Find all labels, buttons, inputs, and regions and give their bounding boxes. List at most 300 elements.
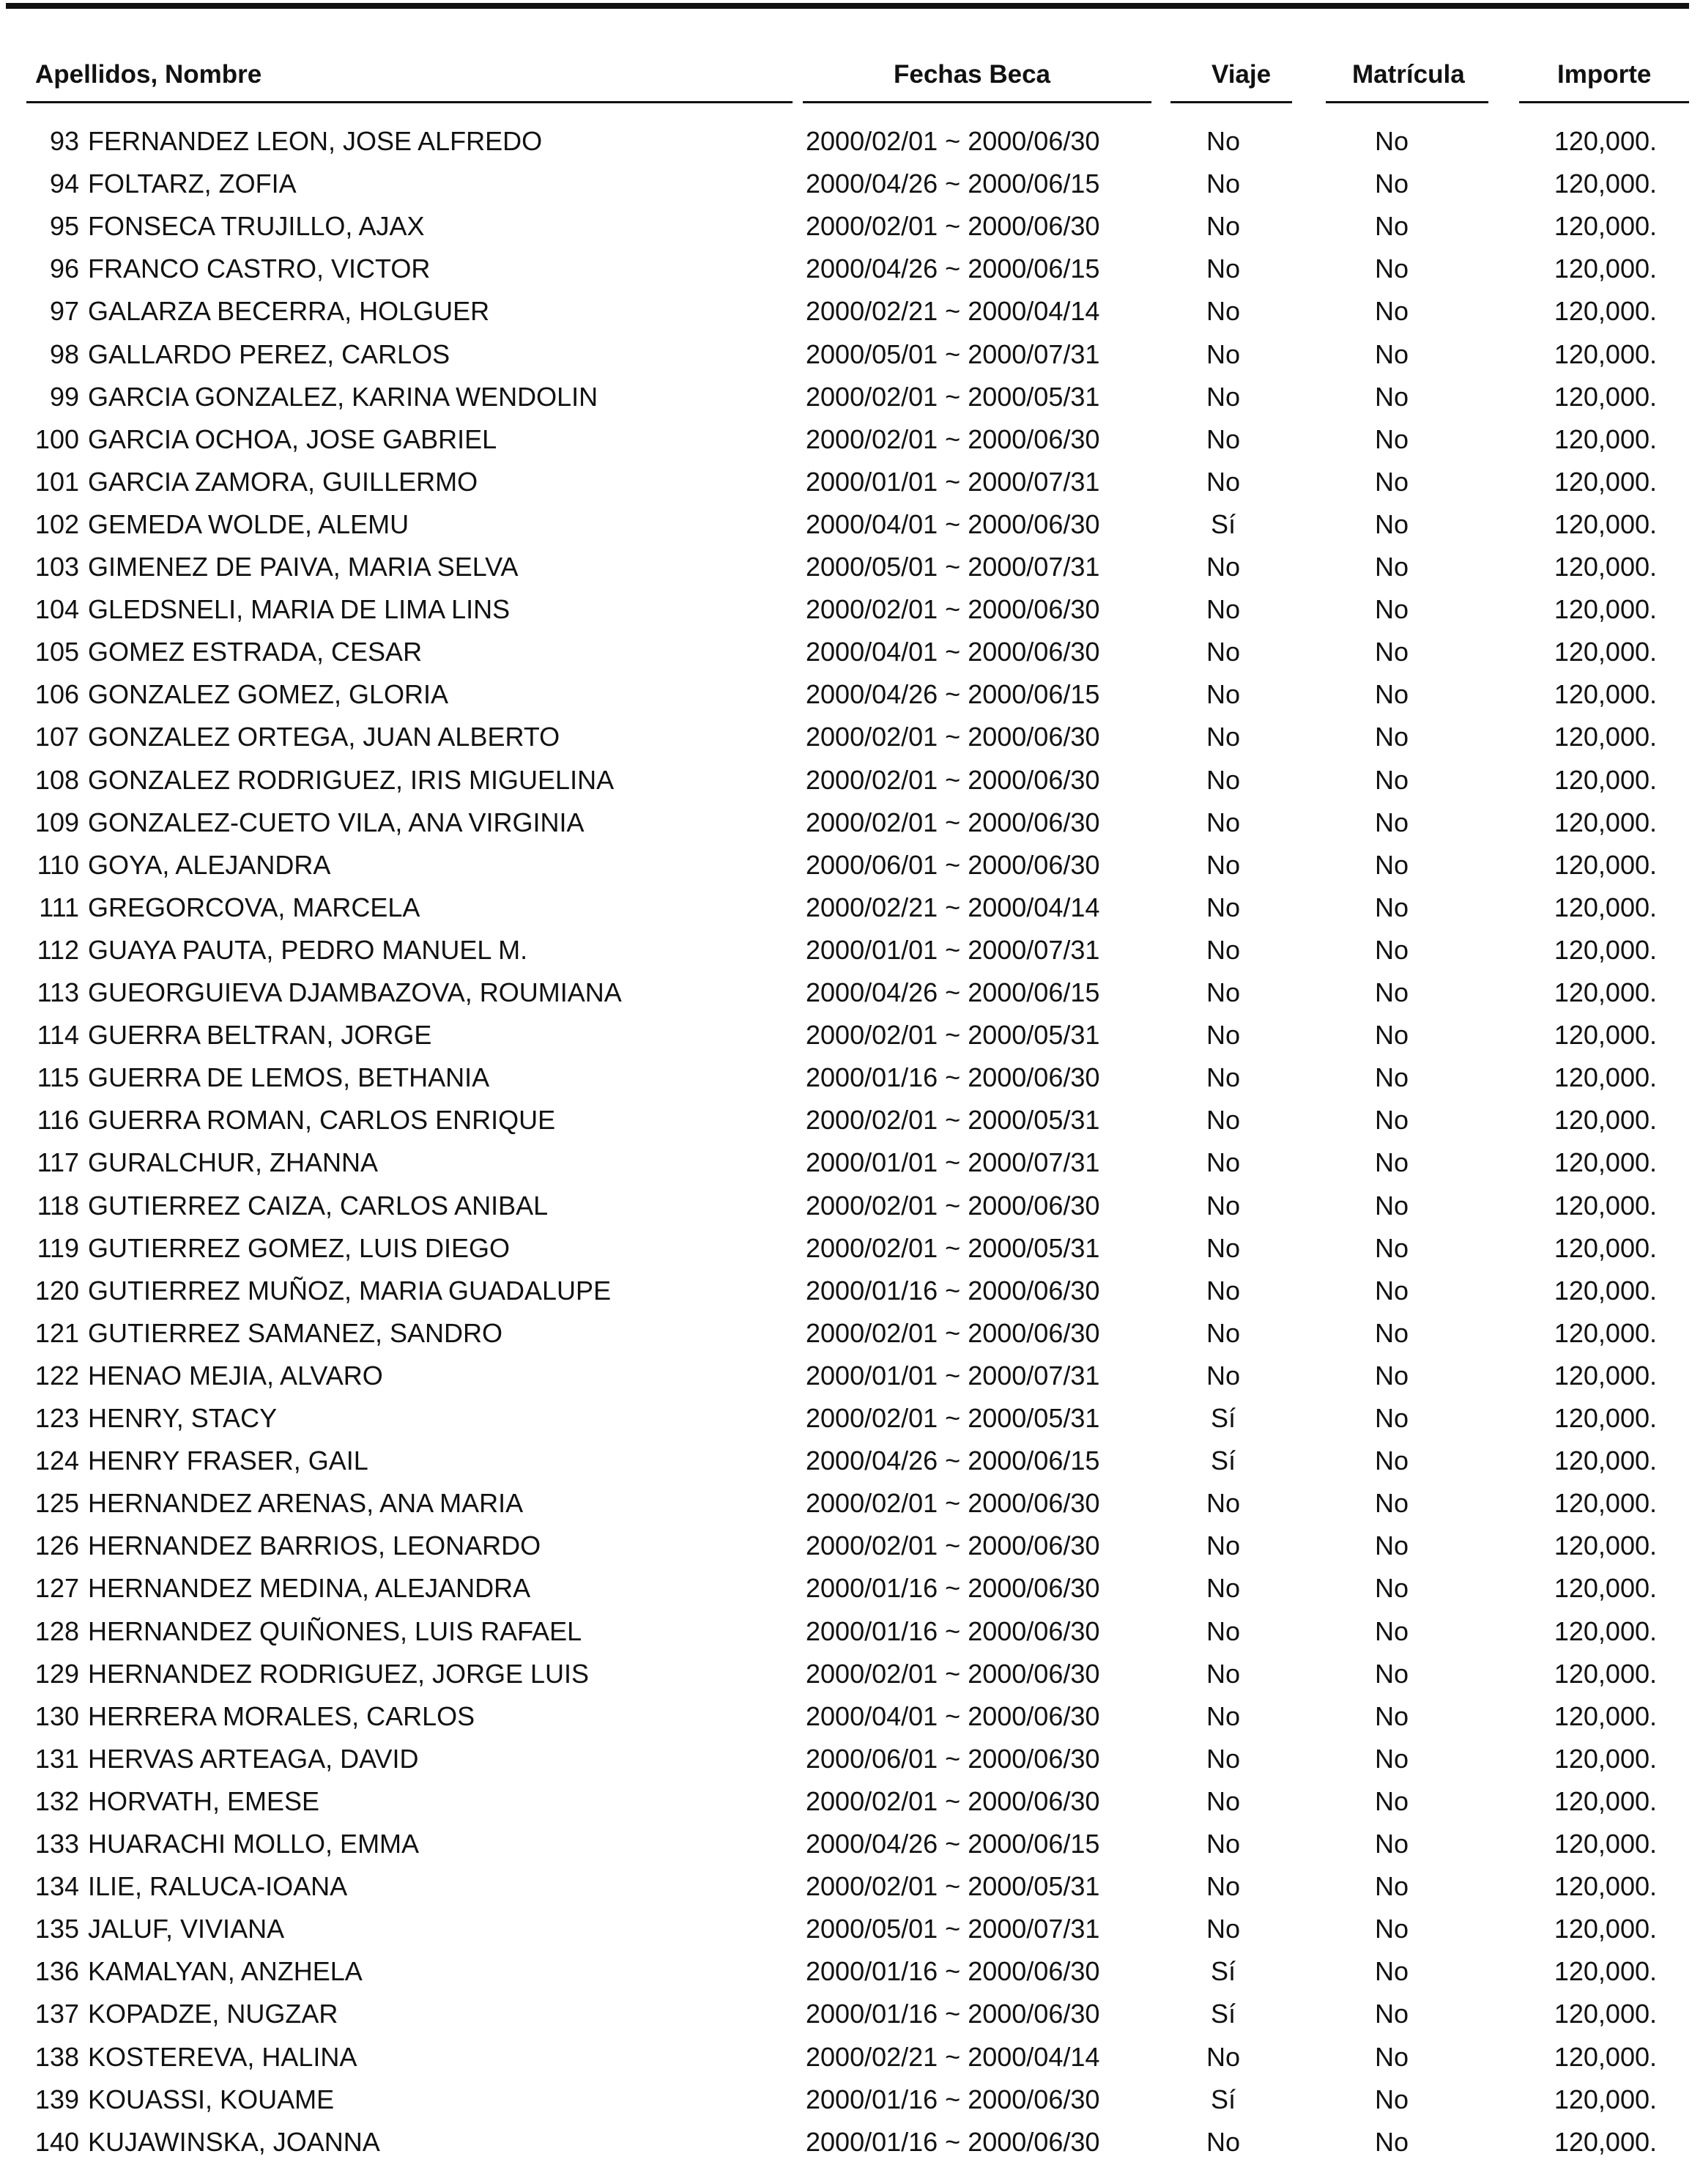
table-row xyxy=(0,1105,1703,1147)
row-number: 130 xyxy=(34,1701,79,1731)
row-importe: 120,000. xyxy=(1554,1914,1657,1944)
table-row xyxy=(0,1999,1703,2041)
row-number: 109 xyxy=(34,807,79,837)
row-number: 139 xyxy=(34,2084,79,2114)
row-dates: 2000/02/01 ~ 2000/05/31 xyxy=(806,382,1100,412)
row-number: 121 xyxy=(34,1318,79,1348)
row-viaje: No xyxy=(1206,1488,1241,1518)
row-number: 116 xyxy=(37,1105,79,1135)
row-dates: 2000/05/01 ~ 2000/07/31 xyxy=(806,552,1100,582)
row-viaje: No xyxy=(1206,1276,1241,1306)
row-viaje: No xyxy=(1206,424,1241,454)
row-viaje: Sí xyxy=(1210,1999,1236,2029)
row-matricula: No xyxy=(1374,1956,1409,1986)
table-row xyxy=(0,2084,1703,2127)
row-importe: 120,000. xyxy=(1554,977,1657,1007)
row-number: 99 xyxy=(49,382,79,412)
row-name: GIMENEZ DE PAIVA, MARIA SELVA xyxy=(88,552,519,582)
row-viaje: Sí xyxy=(1210,509,1236,539)
row-name: HERNANDEZ BARRIOS, LEONARDO xyxy=(88,1530,541,1561)
row-matricula: No xyxy=(1374,169,1409,199)
row-name: KOUASSI, KOUAME xyxy=(88,2084,335,2114)
row-matricula: No xyxy=(1374,977,1409,1007)
row-viaje: Sí xyxy=(1210,1956,1236,1986)
row-viaje: No xyxy=(1206,892,1241,922)
row-viaje: No xyxy=(1206,1020,1241,1050)
row-viaje: No xyxy=(1206,552,1241,582)
row-importe: 120,000. xyxy=(1554,552,1657,582)
row-matricula: No xyxy=(1374,935,1409,965)
row-importe: 120,000. xyxy=(1554,807,1657,837)
row-name: FONSECA TRUJILLO, AJAX xyxy=(88,211,425,241)
row-dates: 2000/02/01 ~ 2000/05/31 xyxy=(806,1403,1100,1433)
row-name: GEMEDA WOLDE, ALEMU xyxy=(88,509,409,539)
row-importe: 120,000. xyxy=(1554,1147,1657,1177)
table-row xyxy=(0,935,1703,977)
row-name: HUARACHI MOLLO, EMMA xyxy=(88,1829,420,1859)
row-matricula: No xyxy=(1374,637,1409,667)
row-dates: 2000/04/26 ~ 2000/06/15 xyxy=(806,1829,1100,1859)
row-viaje: No xyxy=(1206,126,1241,156)
row-name: FRANCO CASTRO, VICTOR xyxy=(88,253,431,284)
row-importe: 120,000. xyxy=(1554,1829,1657,1859)
row-matricula: No xyxy=(1374,253,1409,284)
table-row xyxy=(0,211,1703,253)
row-name: GONZALEZ GOMEZ, GLORIA xyxy=(88,679,449,709)
row-name: KAMALYAN, ANZHELA xyxy=(88,1956,363,1986)
row-viaje: No xyxy=(1206,1616,1241,1646)
table-row xyxy=(0,509,1703,552)
row-matricula: No xyxy=(1374,1233,1409,1263)
header-underline-matricula xyxy=(1326,101,1488,103)
row-importe: 120,000. xyxy=(1554,126,1657,156)
row-matricula: No xyxy=(1374,1999,1409,2029)
row-matricula: No xyxy=(1374,1573,1409,1603)
table-row xyxy=(0,1573,1703,1615)
row-name: GREGORCOVA, MARCELA xyxy=(88,892,420,922)
table-row xyxy=(0,296,1703,338)
row-name: GUERRA BELTRAN, JORGE xyxy=(88,1020,432,1050)
row-dates: 2000/02/01 ~ 2000/06/30 xyxy=(806,1659,1100,1689)
header-underline-name xyxy=(26,101,793,103)
row-dates: 2000/01/16 ~ 2000/06/30 xyxy=(806,1062,1100,1092)
row-name: KUJAWINSKA, JOANNA xyxy=(88,2127,380,2157)
row-name: GONZALEZ-CUETO VILA, ANA VIRGINIA xyxy=(88,807,585,837)
row-matricula: No xyxy=(1374,1445,1409,1476)
row-importe: 120,000. xyxy=(1554,169,1657,199)
row-viaje: No xyxy=(1206,296,1241,326)
row-importe: 120,000. xyxy=(1554,253,1657,284)
row-number: 120 xyxy=(34,1276,79,1306)
row-dates: 2000/04/01 ~ 2000/06/30 xyxy=(806,1701,1100,1731)
row-viaje: Sí xyxy=(1210,2084,1236,2114)
row-number: 102 xyxy=(34,509,79,539)
row-name: HERRERA MORALES, CARLOS xyxy=(88,1701,475,1731)
row-number: 134 xyxy=(34,1871,79,1901)
table-row xyxy=(0,467,1703,509)
row-importe: 120,000. xyxy=(1554,509,1657,539)
row-importe: 120,000. xyxy=(1554,1573,1657,1603)
row-number: 128 xyxy=(34,1616,79,1646)
row-matricula: No xyxy=(1374,594,1409,624)
row-dates: 2000/02/01 ~ 2000/06/30 xyxy=(806,424,1100,454)
table-row xyxy=(0,892,1703,935)
table-row xyxy=(0,1318,1703,1361)
row-importe: 120,000. xyxy=(1554,382,1657,412)
table-row xyxy=(0,1191,1703,1233)
row-number: 118 xyxy=(37,1191,79,1221)
row-dates: 2000/02/01 ~ 2000/06/30 xyxy=(806,722,1100,752)
row-matricula: No xyxy=(1374,211,1409,241)
row-importe: 120,000. xyxy=(1554,594,1657,624)
row-matricula: No xyxy=(1374,1020,1409,1050)
row-number: 115 xyxy=(37,1062,79,1092)
row-name: HERNANDEZ ARENAS, ANA MARIA xyxy=(88,1488,524,1518)
table-row xyxy=(0,807,1703,850)
table-row xyxy=(0,977,1703,1020)
row-viaje: No xyxy=(1206,765,1241,795)
table-row xyxy=(0,1233,1703,1276)
row-importe: 120,000. xyxy=(1554,1233,1657,1263)
row-number: 124 xyxy=(34,1445,79,1476)
row-matricula: No xyxy=(1374,679,1409,709)
row-name: FERNANDEZ LEON, JOSE ALFREDO xyxy=(88,126,543,156)
row-importe: 120,000. xyxy=(1554,1999,1657,2029)
row-number: 110 xyxy=(37,850,79,880)
row-number: 137 xyxy=(34,1999,79,2029)
row-number: 94 xyxy=(49,169,79,199)
row-dates: 2000/04/26 ~ 2000/06/15 xyxy=(806,977,1100,1007)
row-name: GLEDSNELI, MARIA DE LIMA LINS xyxy=(88,594,511,624)
row-matricula: No xyxy=(1374,1744,1409,1774)
row-matricula: No xyxy=(1374,1276,1409,1306)
row-dates: 2000/02/01 ~ 2000/05/31 xyxy=(806,1233,1100,1263)
table-row xyxy=(0,1829,1703,1871)
row-importe: 120,000. xyxy=(1554,1191,1657,1221)
row-matricula: No xyxy=(1374,1701,1409,1731)
row-dates: 2000/04/01 ~ 2000/06/30 xyxy=(806,637,1100,667)
row-number: 112 xyxy=(37,935,79,965)
row-matricula: No xyxy=(1374,467,1409,497)
table-row xyxy=(0,1020,1703,1062)
row-matricula: No xyxy=(1374,2127,1409,2157)
row-matricula: No xyxy=(1374,850,1409,880)
row-number: 136 xyxy=(34,1956,79,1986)
row-dates: 2000/02/01 ~ 2000/06/30 xyxy=(806,1488,1100,1518)
table-row xyxy=(0,1744,1703,1786)
row-dates: 2000/02/01 ~ 2000/05/31 xyxy=(806,1105,1100,1135)
row-name: JALUF, VIVIANA xyxy=(88,1914,285,1944)
row-importe: 120,000. xyxy=(1554,467,1657,497)
row-dates: 2000/02/01 ~ 2000/06/30 xyxy=(806,1786,1100,1816)
row-name: ILIE, RALUCA-IOANA xyxy=(88,1871,348,1901)
row-viaje: No xyxy=(1206,169,1241,199)
row-matricula: No xyxy=(1374,296,1409,326)
row-name: HERNANDEZ MEDINA, ALEJANDRA xyxy=(88,1573,531,1603)
row-number: 133 xyxy=(34,1829,79,1859)
table-row xyxy=(0,722,1703,764)
row-viaje: No xyxy=(1206,211,1241,241)
row-name: GARCIA ZAMORA, GUILLERMO xyxy=(88,467,478,497)
header-importe: Importe xyxy=(1557,60,1652,89)
row-name: GUERRA ROMAN, CARLOS ENRIQUE xyxy=(88,1105,556,1135)
table-row xyxy=(0,1276,1703,1318)
row-viaje: No xyxy=(1206,977,1241,1007)
row-number: 97 xyxy=(49,296,79,326)
row-name: GALARZA BECERRA, HOLGUER xyxy=(88,296,490,326)
row-dates: 2000/06/01 ~ 2000/06/30 xyxy=(806,1744,1100,1774)
table-row xyxy=(0,1445,1703,1488)
row-matricula: No xyxy=(1374,424,1409,454)
row-viaje: No xyxy=(1206,2042,1241,2072)
row-number: 96 xyxy=(49,253,79,284)
row-viaje: No xyxy=(1206,935,1241,965)
row-viaje: No xyxy=(1206,1744,1241,1774)
row-viaje: No xyxy=(1206,1318,1241,1348)
table-row xyxy=(0,1147,1703,1190)
row-name: GOYA, ALEJANDRA xyxy=(88,850,331,880)
row-matricula: No xyxy=(1374,509,1409,539)
table-row xyxy=(0,1361,1703,1403)
row-matricula: No xyxy=(1374,1191,1409,1221)
row-dates: 2000/01/16 ~ 2000/06/30 xyxy=(806,1573,1100,1603)
row-name: HERNANDEZ RODRIGUEZ, JORGE LUIS xyxy=(88,1659,590,1689)
row-viaje: Sí xyxy=(1210,1403,1236,1433)
row-importe: 120,000. xyxy=(1554,211,1657,241)
row-importe: 120,000. xyxy=(1554,1403,1657,1433)
row-dates: 2000/02/01 ~ 2000/06/30 xyxy=(806,1530,1100,1561)
row-importe: 120,000. xyxy=(1554,1530,1657,1561)
row-importe: 120,000. xyxy=(1554,1105,1657,1135)
row-viaje: No xyxy=(1206,807,1241,837)
row-number: 117 xyxy=(37,1147,79,1177)
row-matricula: No xyxy=(1374,126,1409,156)
row-dates: 2000/04/26 ~ 2000/06/15 xyxy=(806,1445,1100,1476)
row-number: 119 xyxy=(37,1233,79,1263)
row-matricula: No xyxy=(1374,807,1409,837)
row-dates: 2000/01/16 ~ 2000/06/30 xyxy=(806,2127,1100,2157)
row-name: GUAYA PAUTA, PEDRO MANUEL M. xyxy=(88,935,528,965)
row-dates: 2000/02/01 ~ 2000/06/30 xyxy=(806,807,1100,837)
row-number: 140 xyxy=(34,2127,79,2157)
row-viaje: No xyxy=(1206,339,1241,369)
row-viaje: No xyxy=(1206,1530,1241,1561)
row-matricula: No xyxy=(1374,1318,1409,1348)
row-name: GUTIERREZ GOMEZ, LUIS DIEGO xyxy=(88,1233,511,1263)
row-viaje: No xyxy=(1206,679,1241,709)
table-row xyxy=(0,382,1703,424)
row-viaje: No xyxy=(1206,1871,1241,1901)
row-viaje: No xyxy=(1206,253,1241,284)
row-name: HENRY, STACY xyxy=(88,1403,278,1433)
row-viaje: No xyxy=(1206,1147,1241,1177)
table-row xyxy=(0,1786,1703,1829)
row-number: 138 xyxy=(34,2042,79,2072)
row-dates: 2000/01/16 ~ 2000/06/30 xyxy=(806,2084,1100,2114)
row-viaje: No xyxy=(1206,1914,1241,1944)
row-importe: 120,000. xyxy=(1554,1020,1657,1050)
row-dates: 2000/01/01 ~ 2000/07/31 xyxy=(806,467,1100,497)
header-underline-viaje xyxy=(1170,101,1292,103)
row-matricula: No xyxy=(1374,1105,1409,1135)
table-row xyxy=(0,1403,1703,1445)
table-row xyxy=(0,126,1703,169)
row-viaje: No xyxy=(1206,637,1241,667)
header-matricula: Matrícula xyxy=(1352,60,1465,89)
row-importe: 120,000. xyxy=(1554,1744,1657,1774)
row-dates: 2000/01/16 ~ 2000/06/30 xyxy=(806,1999,1100,2029)
row-matricula: No xyxy=(1374,1659,1409,1689)
row-number: 129 xyxy=(34,1659,79,1689)
row-name: GONZALEZ RODRIGUEZ, IRIS MIGUELINA xyxy=(88,765,615,795)
row-number: 107 xyxy=(34,722,79,752)
row-viaje: No xyxy=(1206,1829,1241,1859)
row-importe: 120,000. xyxy=(1554,1786,1657,1816)
row-dates: 2000/02/01 ~ 2000/06/30 xyxy=(806,211,1100,241)
row-number: 135 xyxy=(34,1914,79,1944)
row-number: 126 xyxy=(34,1530,79,1561)
row-dates: 2000/02/21 ~ 2000/04/14 xyxy=(806,296,1100,326)
row-viaje: No xyxy=(1206,722,1241,752)
row-name: HERVAS ARTEAGA, DAVID xyxy=(88,1744,419,1774)
row-number: 113 xyxy=(37,977,79,1007)
row-matricula: No xyxy=(1374,1062,1409,1092)
row-matricula: No xyxy=(1374,1616,1409,1646)
row-dates: 2000/01/01 ~ 2000/07/31 xyxy=(806,935,1100,965)
table-row xyxy=(0,1659,1703,1701)
row-viaje: No xyxy=(1206,1786,1241,1816)
row-matricula: No xyxy=(1374,1530,1409,1561)
row-importe: 120,000. xyxy=(1554,892,1657,922)
row-name: HERNANDEZ QUIÑONES, LUIS RAFAEL xyxy=(88,1616,582,1646)
table-row xyxy=(0,424,1703,467)
row-dates: 2000/02/01 ~ 2000/06/30 xyxy=(806,1191,1100,1221)
row-viaje: No xyxy=(1206,382,1241,412)
table-row xyxy=(0,1871,1703,1914)
row-dates: 2000/01/16 ~ 2000/06/30 xyxy=(806,1616,1100,1646)
table-row xyxy=(0,594,1703,637)
row-matricula: No xyxy=(1374,1871,1409,1901)
row-importe: 120,000. xyxy=(1554,1361,1657,1391)
row-viaje: No xyxy=(1206,1573,1241,1603)
row-importe: 120,000. xyxy=(1554,765,1657,795)
row-viaje: No xyxy=(1206,2127,1241,2157)
row-matricula: No xyxy=(1374,1488,1409,1518)
table-row xyxy=(0,1488,1703,1530)
row-importe: 120,000. xyxy=(1554,1062,1657,1092)
row-name: HORVATH, EMESE xyxy=(88,1786,320,1816)
row-viaje: No xyxy=(1206,850,1241,880)
row-matricula: No xyxy=(1374,552,1409,582)
table-row xyxy=(0,1914,1703,1956)
row-viaje: No xyxy=(1206,1701,1241,1731)
row-name: GUERRA DE LEMOS, BETHANIA xyxy=(88,1062,490,1092)
row-matricula: No xyxy=(1374,339,1409,369)
row-matricula: No xyxy=(1374,2084,1409,2114)
row-importe: 120,000. xyxy=(1554,339,1657,369)
row-dates: 2000/02/01 ~ 2000/05/31 xyxy=(806,1871,1100,1901)
row-importe: 120,000. xyxy=(1554,850,1657,880)
row-matricula: No xyxy=(1374,722,1409,752)
row-name: GONZALEZ ORTEGA, JUAN ALBERTO xyxy=(88,722,560,752)
row-dates: 2000/04/26 ~ 2000/06/15 xyxy=(806,253,1100,284)
row-importe: 120,000. xyxy=(1554,424,1657,454)
row-matricula: No xyxy=(1374,1147,1409,1177)
row-number: 95 xyxy=(49,211,79,241)
row-dates: 2000/05/01 ~ 2000/07/31 xyxy=(806,1914,1100,1944)
row-dates: 2000/04/01 ~ 2000/06/30 xyxy=(806,509,1100,539)
row-dates: 2000/05/01 ~ 2000/07/31 xyxy=(806,339,1100,369)
row-name: GURALCHUR, ZHANNA xyxy=(88,1147,379,1177)
row-importe: 120,000. xyxy=(1554,722,1657,752)
row-dates: 2000/02/01 ~ 2000/06/30 xyxy=(806,594,1100,624)
row-matricula: No xyxy=(1374,1829,1409,1859)
header-underline-dates xyxy=(803,101,1151,103)
table-row xyxy=(0,339,1703,382)
row-name: GUTIERREZ MUÑOZ, MARIA GUADALUPE xyxy=(88,1276,612,1306)
table-row xyxy=(0,1530,1703,1573)
table-row xyxy=(0,552,1703,594)
row-number: 125 xyxy=(34,1488,79,1518)
row-viaje: No xyxy=(1206,1361,1241,1391)
row-dates: 2000/02/01 ~ 2000/06/30 xyxy=(806,1318,1100,1348)
row-name: GARCIA GONZALEZ, KARINA WENDOLIN xyxy=(88,382,598,412)
header-viaje: Viaje xyxy=(1212,60,1272,89)
row-importe: 120,000. xyxy=(1554,1616,1657,1646)
row-importe: 120,000. xyxy=(1554,679,1657,709)
row-dates: 2000/04/26 ~ 2000/06/15 xyxy=(806,169,1100,199)
row-dates: 2000/04/26 ~ 2000/06/15 xyxy=(806,679,1100,709)
row-matricula: No xyxy=(1374,1403,1409,1433)
row-number: 132 xyxy=(34,1786,79,1816)
header-dates: Fechas Beca xyxy=(894,60,1051,89)
header-underline-importe xyxy=(1519,101,1689,103)
row-matricula: No xyxy=(1374,1786,1409,1816)
row-name: GARCIA OCHOA, JOSE GABRIEL xyxy=(88,424,497,454)
row-name: GOMEZ ESTRADA, CESAR xyxy=(88,637,423,667)
row-number: 127 xyxy=(34,1573,79,1603)
row-number: 111 xyxy=(39,892,79,922)
row-importe: 120,000. xyxy=(1554,1701,1657,1731)
row-name: KOPADZE, NUGZAR xyxy=(88,1999,338,2029)
row-number: 131 xyxy=(34,1744,79,1774)
row-name: HENAO MEJIA, ALVARO xyxy=(88,1361,383,1391)
row-viaje: No xyxy=(1206,1659,1241,1689)
row-importe: 120,000. xyxy=(1554,1318,1657,1348)
row-viaje: No xyxy=(1206,1105,1241,1135)
row-name: FOLTARZ, ZOFIA xyxy=(88,169,297,199)
row-number: 123 xyxy=(34,1403,79,1433)
row-matricula: No xyxy=(1374,1914,1409,1944)
row-number: 101 xyxy=(34,467,79,497)
row-importe: 120,000. xyxy=(1554,2042,1657,2072)
table-row xyxy=(0,1062,1703,1105)
row-name: KOSTEREVA, HALINA xyxy=(88,2042,357,2072)
row-viaje: No xyxy=(1206,594,1241,624)
row-name: HENRY FRASER, GAIL xyxy=(88,1445,368,1476)
row-number: 100 xyxy=(34,424,79,454)
row-number: 105 xyxy=(34,637,79,667)
row-importe: 120,000. xyxy=(1554,1956,1657,1986)
table-row xyxy=(0,1956,1703,1999)
row-dates: 2000/01/01 ~ 2000/07/31 xyxy=(806,1361,1100,1391)
row-viaje: No xyxy=(1206,1233,1241,1263)
row-matricula: No xyxy=(1374,765,1409,795)
header-name: Apellidos, Nombre xyxy=(35,60,262,89)
table-row xyxy=(0,169,1703,211)
table-row xyxy=(0,1701,1703,1744)
table-row xyxy=(0,679,1703,722)
